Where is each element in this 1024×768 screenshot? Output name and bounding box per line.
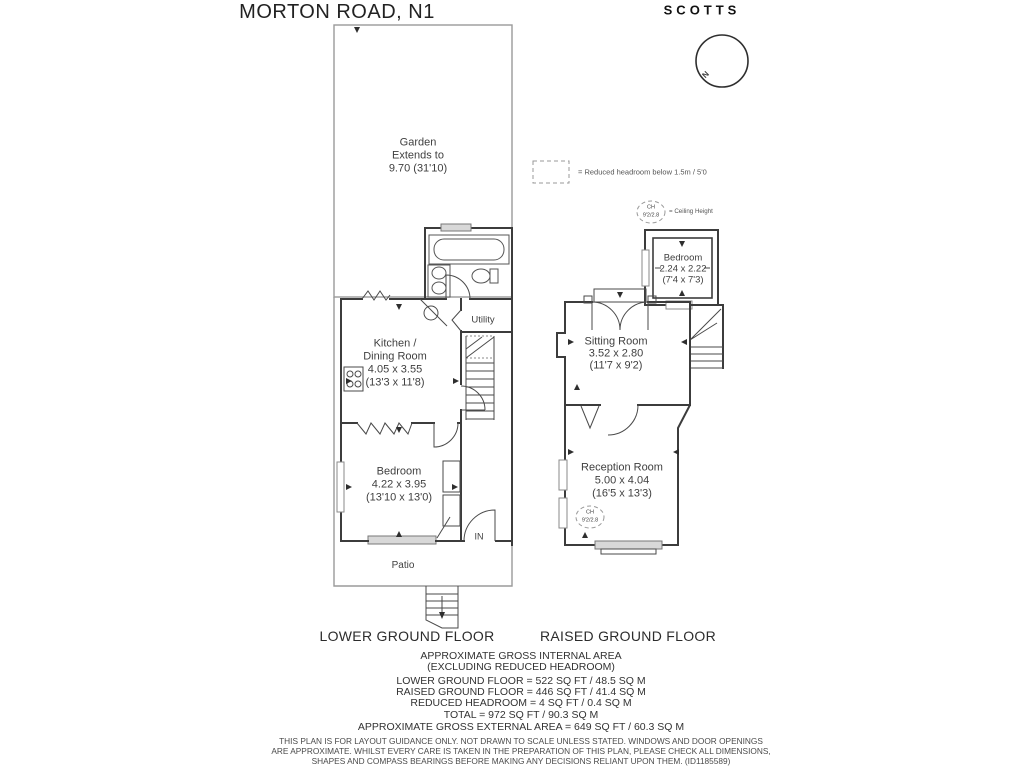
wardrobe-doors [357,423,412,434]
wardrobe [443,495,460,526]
toilet [472,269,490,283]
utility-label: Utility [471,314,495,326]
bifold-door [362,291,390,300]
reduced-headroom-swatch [533,161,569,183]
disclaimer-line: THIS PLAN IS FOR LAYOUT GUIDANCE ONLY. NOT DRAWN TO SCALE UNLESS STATED. WINDOWS AND DOOR OPENINGS [279,735,763,746]
ch-legend-value: 9'2/2.8 [642,212,660,219]
rgf-bedroom-dimensions: 2.24 x 2.22 [659,263,707,275]
reduced-headroom-legend-label: = Reduced headroom below 1.5m / 5'0 [578,167,707,177]
kitchen-label: Kitchen / [373,337,417,350]
closet-doors [581,406,599,428]
reception-room-dimensions: 5.00 x 4.04 [594,474,650,487]
reception-window [559,460,567,490]
bedroom-dimensions-imperial: (13'10 x 13'0) [366,491,432,504]
brand-logo: SCOTTS [663,2,741,18]
summary-line: TOTAL = 972 SQ FT / 90.3 SQ M [443,708,599,721]
kitchen-door [461,386,485,410]
bedroom-door [434,423,458,447]
bedroom-window [337,462,344,512]
ch-legend-label: = Ceiling Height [669,207,713,215]
entrance-label: IN [474,531,484,542]
kitchen-label: Dining Room [363,350,427,363]
basin [432,267,446,279]
summary-line: REDUCED HEADROOM = 4 SQ FT / 0.4 SQ M [410,696,632,709]
utility-door [452,310,461,331]
reception-window [559,498,567,528]
exterior-stairs [426,586,458,628]
summary-line: (EXCLUDING REDUCED HEADROOM) [427,660,615,673]
reception-ch-abbr: CH [586,509,594,516]
garden-label: Garden [399,136,437,149]
summary-line: APPROXIMATE GROSS EXTERNAL AREA = 649 SQ FT / 60.3 SQ M [357,720,685,733]
compass-n-label: N [700,69,711,80]
rgf-bedroom-dimensions-imperial: (7'4 x 7'3) [662,274,704,286]
sitting-room-dimensions: 3.52 x 2.80 [588,347,644,360]
disclaimer-line: SHAPES AND COMPASS BEARINGS BEFORE MAKING ANY DECISIONS RELIANT UPON THEM. (ID1185589) [311,755,731,766]
kitchen-dimensions-imperial: (13'3 x 11'8) [365,376,425,389]
reception-room-dimensions-imperial: (16'5 x 13'3) [592,487,652,500]
lgf-stairs [466,336,494,420]
bathroom [425,224,512,299]
page-title: MORTON ROAD, N1 [239,1,435,23]
ch-legend-abbr: CH [647,204,655,211]
garden-label: Extends to [392,149,444,162]
basin [432,282,446,294]
french-doors [592,302,648,330]
disclaimer-line: ARE APPROXIMATE. WHILST EVERY CARE IS TAKEN IN THE PREPARATION OF THIS PLAN, PLEASE CHECK ALL DIMENSIONS, [271,745,771,756]
lower-ground-floor-label: LOWER GROUND FLOOR [319,628,495,644]
sitting-room-walls [557,289,690,545]
garden-label: 9.70 (31'10) [388,162,448,175]
patio-label: Patio [391,560,415,571]
kitchen-dimensions: 4.05 x 3.55 [367,363,423,376]
summary-line: RAISED GROUND FLOOR = 446 SQ FT / 41.4 SQ M [396,685,646,698]
summary-line: LOWER GROUND FLOOR = 522 SQ FT / 48.5 SQ M [396,674,646,687]
reception-ch-value: 9'2/2.8 [581,517,599,524]
bedroom-patio-window [368,536,436,544]
lower-ground-floor-plan [334,25,512,628]
wardrobe [443,461,460,492]
reception-door [608,405,638,435]
summary-line: APPROXIMATE GROSS INTERNAL AREA [420,649,622,662]
sitting-room-dimensions-imperial: (11'7 x 9'2) [589,359,643,372]
bathtub [434,239,504,260]
rgf-stairs [690,305,723,368]
sitting-room-label: Sitting Room [584,335,648,348]
bedroom-label: Bedroom [376,465,422,478]
rgf-bedroom-label: Bedroom [663,252,703,264]
compass-icon [696,35,748,87]
sink [424,306,438,320]
rgf-bedroom-window [642,250,649,286]
raised-ground-floor-label: RAISED GROUND FLOOR [539,628,717,644]
reception-front-window [595,541,662,549]
reception-room-label: Reception Room [581,461,663,474]
bedroom-dimensions: 4.22 x 3.95 [371,478,427,491]
